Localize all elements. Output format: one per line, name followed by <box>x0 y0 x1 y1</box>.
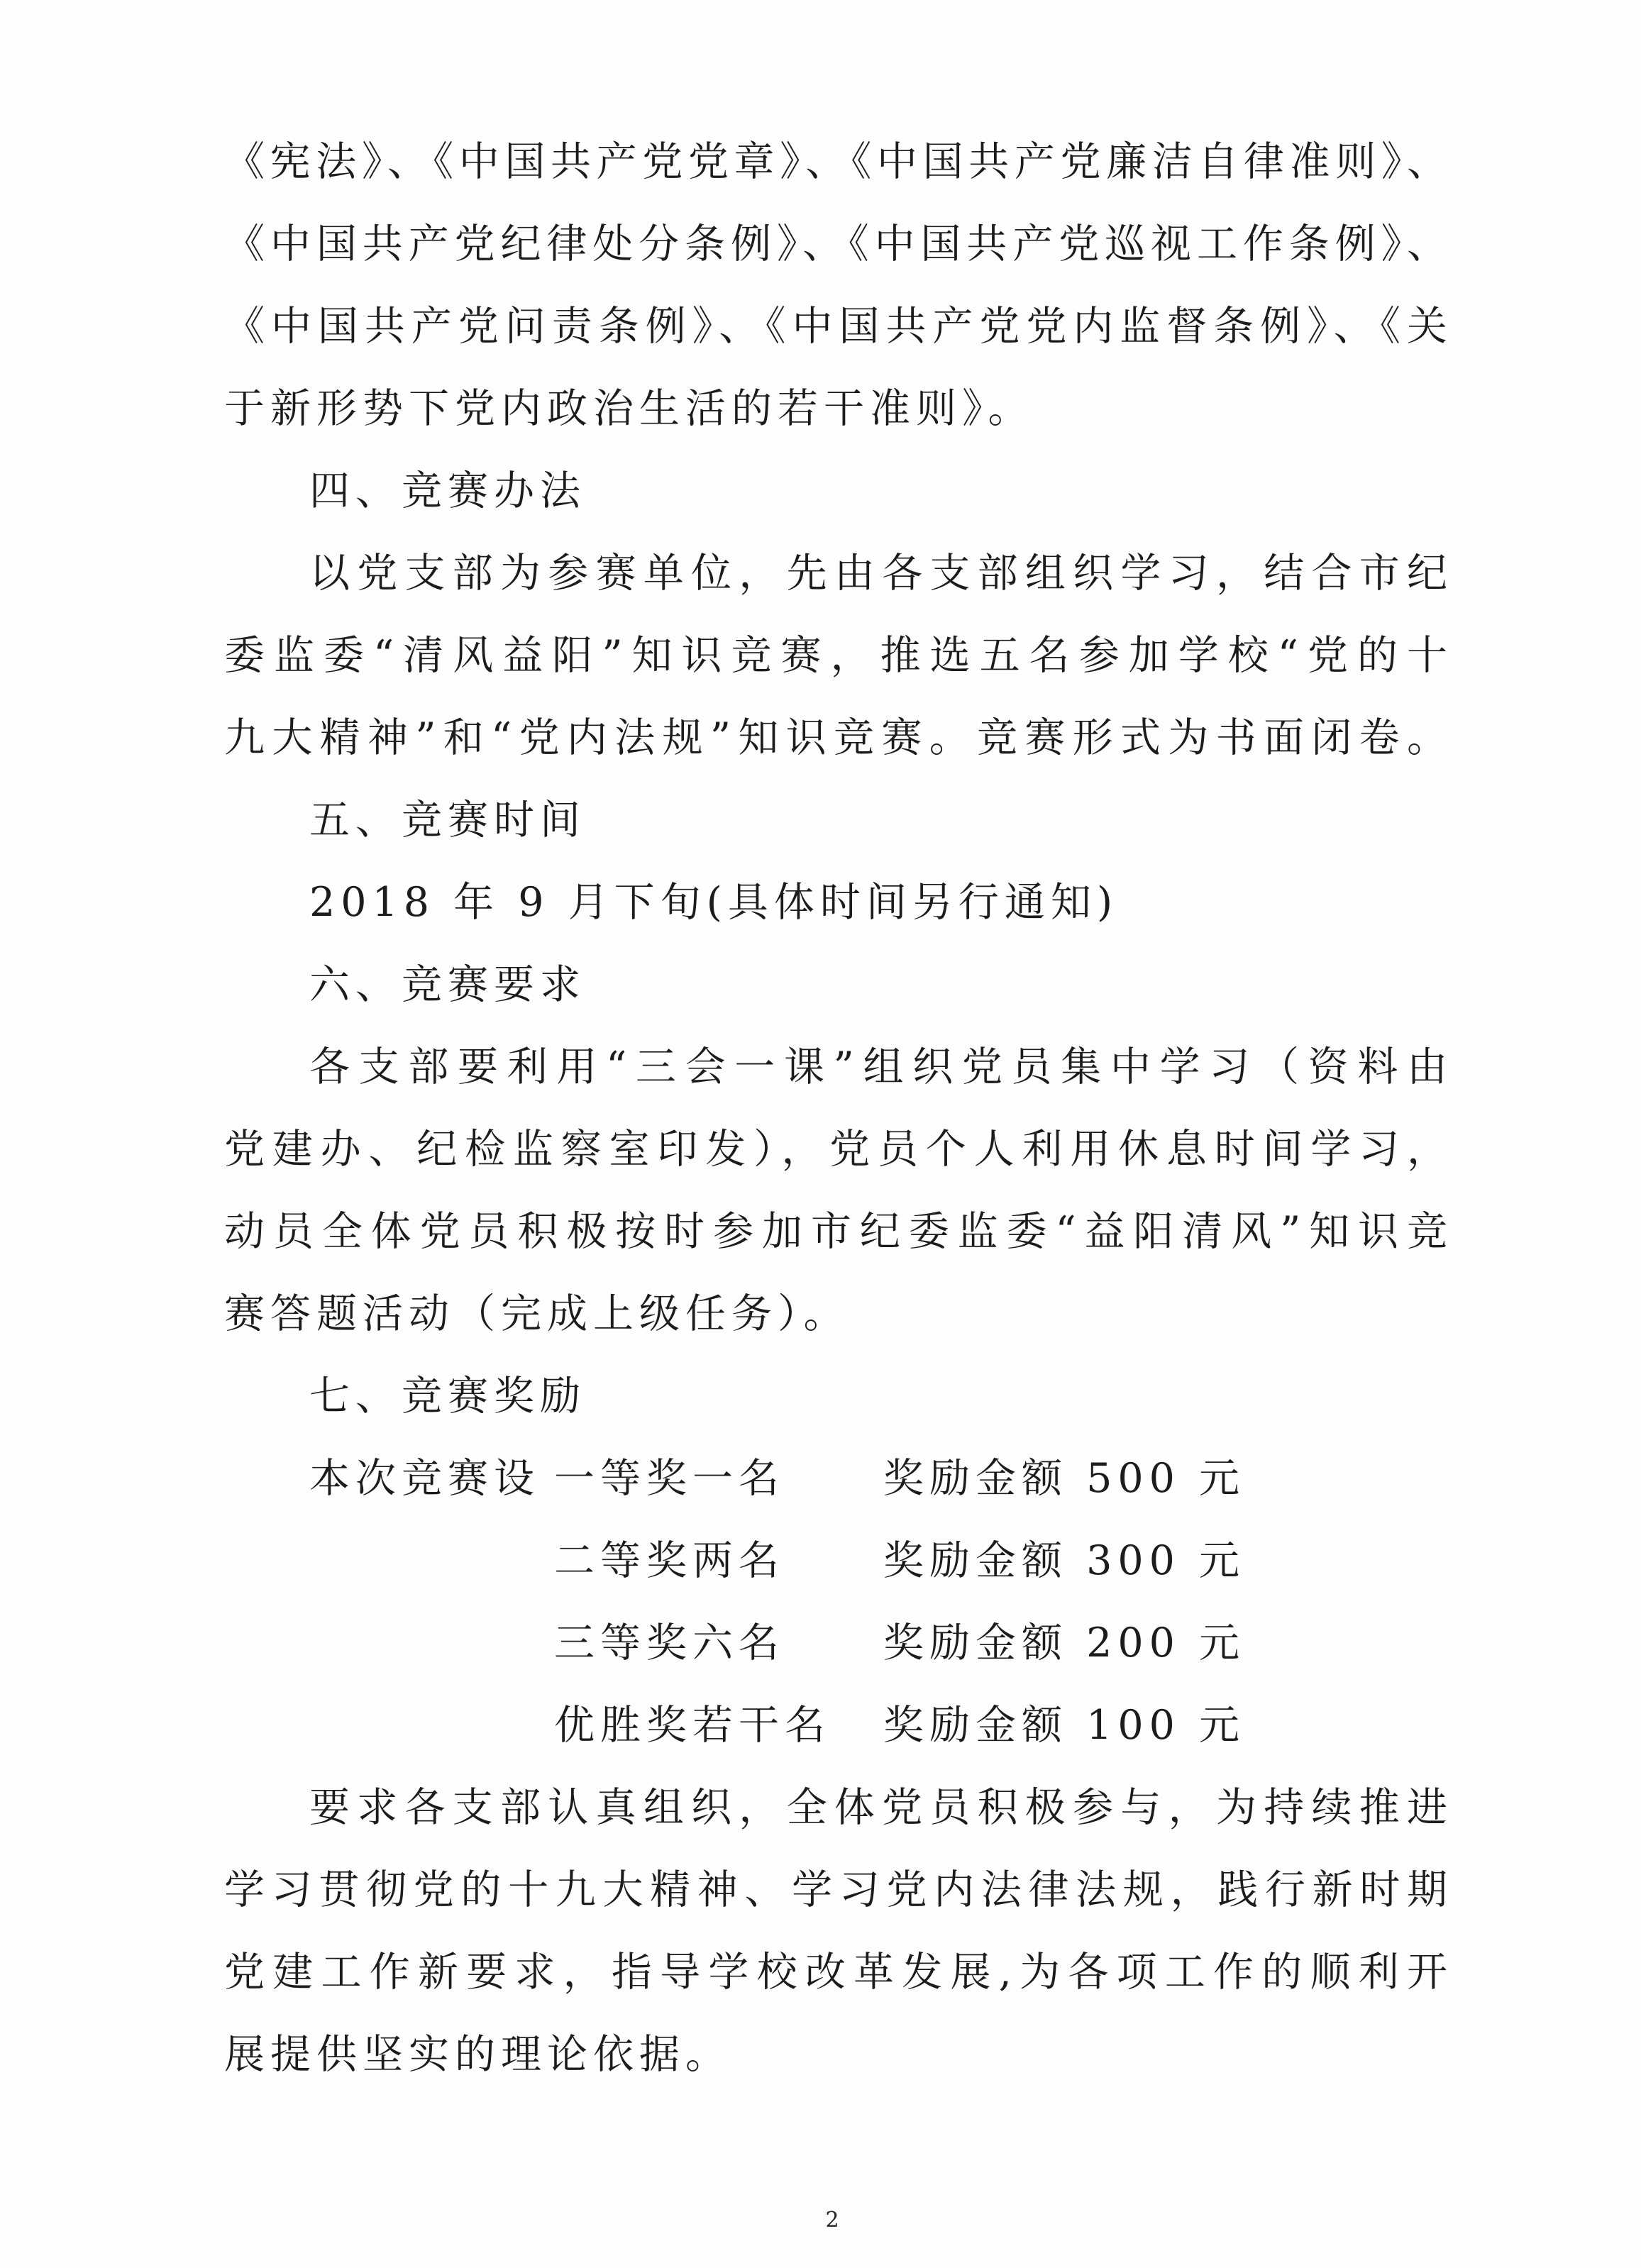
section-heading: 五、竞赛时间 <box>309 797 586 843</box>
text-line: 动员全体党员积极按时参加市纪委监委“益阳清风”知识竞 <box>224 1208 1447 1255</box>
text-line: 要求各支部认真组织，全体党员积极参与，为持续推进 <box>309 1784 1447 1831</box>
award-amount: 奖励金额 300 元 <box>883 1537 1246 1584</box>
award-row <box>224 1684 1447 1766</box>
document-body <box>224 121 1447 2096</box>
text-line: 学习贯彻党的十九大精神、学习党内法律法规，践行新时期 <box>224 1866 1447 1913</box>
award-amount: 奖励金额 200 元 <box>883 1620 1246 1666</box>
award-name: 二等奖两名 <box>554 1537 785 1584</box>
text-line: 以党支部为参赛单位，先由各支部组织学习，结合市纪 <box>309 550 1447 597</box>
award-row <box>224 1520 1447 1602</box>
text-line: 各支部要利用“三会一课”组织党员集中学习（资料由 <box>309 1044 1447 1090</box>
award-name: 一等奖一名 <box>554 1455 785 1502</box>
text-line: 《中国共产党纪律处分条例》、《中国共产党巡视工作条例》、 <box>224 221 1447 267</box>
section-heading: 四、竞赛办法 <box>309 468 586 514</box>
text-line: 2018 年 9 月下旬(具体时间另行通知) <box>309 879 1119 926</box>
text-line: 《宪法》、《中国共产党党章》、《中国共产党廉洁自律准则》、 <box>224 138 1447 185</box>
text-line: 委监委“清风益阳”知识竞赛，推选五名参加学校“党的十 <box>224 632 1447 679</box>
text-line: 九大精神”和“党内法规”知识竞赛。竞赛形式为书面闭卷。 <box>224 714 1447 761</box>
award-amount: 奖励金额 500 元 <box>883 1455 1246 1502</box>
section-heading: 七、竞赛奖励 <box>309 1373 586 1420</box>
award-amount: 奖励金额 100 元 <box>883 1702 1246 1749</box>
text-line: 赛答题活动（完成上级任务）。 <box>224 1290 850 1337</box>
section-heading: 六、竞赛要求 <box>309 961 586 1008</box>
text-line: 党建工作新要求，指导学校改革发展,为各项工作的顺利开 <box>224 1949 1447 1996</box>
text-line: 《中国共产党问责条例》、《中国共产党党内监督条例》、《关 <box>224 303 1447 350</box>
text-line: 于新形势下党内政治生活的若干准则》。 <box>224 385 1034 432</box>
award-intro: 本次竞赛设 <box>309 1455 540 1502</box>
text-line: 党建办、纪检监察室印发），党员个人利用休息时间学习， <box>224 1126 1447 1173</box>
award-name: 优胜奖若干名 <box>554 1702 831 1749</box>
text-line: 展提供坚实的理论依据。 <box>224 2031 731 2078</box>
award-row <box>224 1602 1447 1684</box>
page-number: 2 <box>825 2208 839 2233</box>
award-row <box>224 1437 1447 1520</box>
award-name: 三等奖六名 <box>554 1620 785 1666</box>
